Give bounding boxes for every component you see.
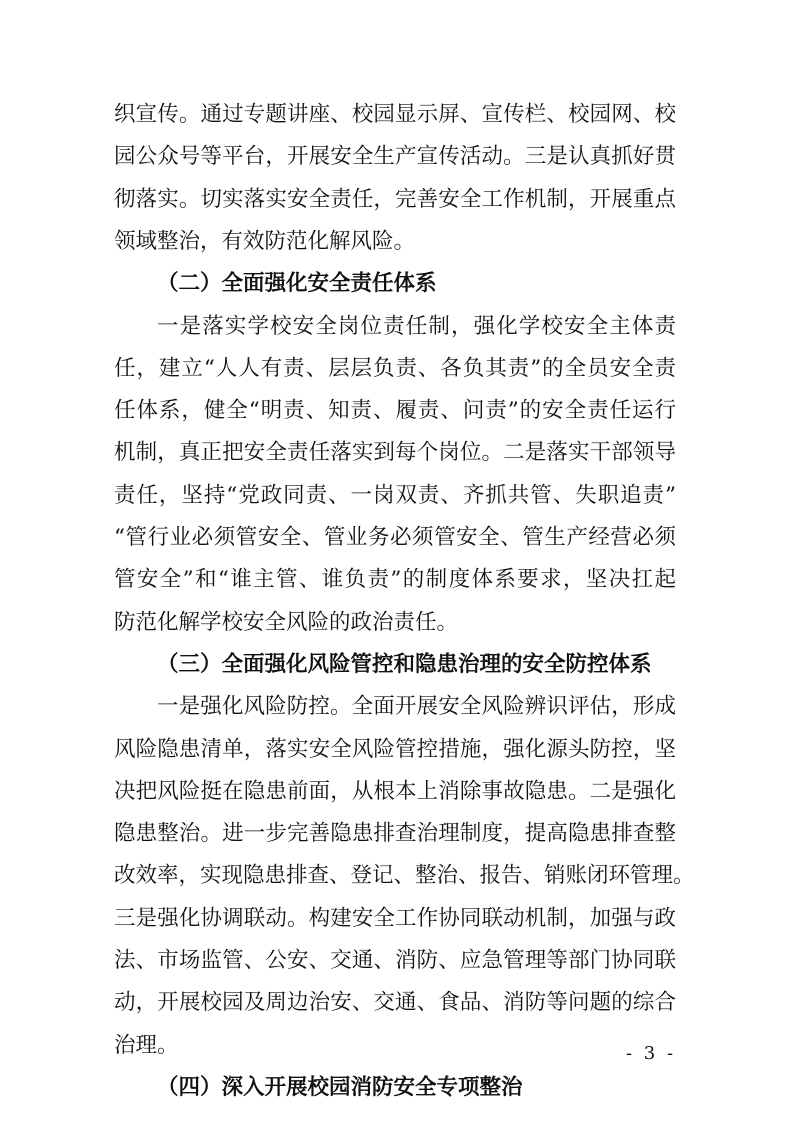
paragraph-line: 彻落实。切实落实安全责任，完善安全工作机制，开展重点 <box>114 186 676 212</box>
paragraph-line: 治理。 <box>114 1032 179 1058</box>
paragraph-line: 织宣传。通过专题讲座、校园显示屏、宣传栏、校园网、校 <box>114 102 676 127</box>
paragraph-line: 三是强化协调联动。构建安全工作协同联动机制，加强与政 <box>114 905 676 931</box>
paragraph-line: 隐患整治。进一步完善隐患排查治理制度，提高隐患排查整 <box>114 821 676 847</box>
paragraph-line: 法、市场监管、公安、交通、消防、应急管理等部门协同联 <box>114 948 676 973</box>
paragraph-line: 风险隐患清单，落实安全风险管控措施，强化源头防控，坚 <box>114 736 676 762</box>
page-number: - 3 - <box>625 1043 677 1064</box>
section-heading: （二）全面强化安全责任体系 <box>157 271 437 297</box>
paragraph-line: 一是落实学校安全岗位责任制，强化学校安全主体责 <box>157 313 676 339</box>
paragraph-line: 管安全”和“谁主管、谁负责”的制度体系要求，坚决扛起 <box>114 567 676 593</box>
paragraph-line: 决把风险挺在隐患前面，从根本上消除事故隐患。二是强化 <box>114 778 676 804</box>
paragraph-line: 一是强化风险防控。全面开展安全风险辨识评估，形成 <box>157 694 676 720</box>
paragraph-line: 任体系，健全“明责、知责、履责、问责”的安全责任运行 <box>114 398 676 424</box>
section-heading: （三）全面强化风险管控和隐患治理的安全防控体系 <box>157 651 652 677</box>
section-heading: （四）深入开展校园消防安全专项整治 <box>157 1074 523 1100</box>
paragraph-line: 责任，坚持“党政同责、一岗双责、齐抓共管、失职追责” <box>114 482 676 508</box>
paragraph-line: “管行业必须管安全、管业务必须管安全、管生产经营必须 <box>114 525 676 550</box>
paragraph-line: 防范化解学校安全风险的政治责任。 <box>114 609 459 635</box>
paragraph-line: 动，开展校园及周边治安、交通、食品、消防等问题的综合 <box>114 990 676 1016</box>
paragraph-line: 园公众号等平台，开展安全生产宣传活动。三是认真抓好贯 <box>114 144 676 170</box>
paragraph-line: 领域整治，有效防范化解风险。 <box>114 228 416 254</box>
paragraph-line: 任，建立“人人有责、层层负责、各负其责”的全员安全责 <box>114 355 676 381</box>
paragraph-line: 改效率，实现隐患排查、登记、整治、报告、销账闭环管理。 <box>114 863 695 889</box>
paragraph-line: 机制，真正把安全责任落实到每个岗位。二是落实干部领导 <box>114 440 676 466</box>
